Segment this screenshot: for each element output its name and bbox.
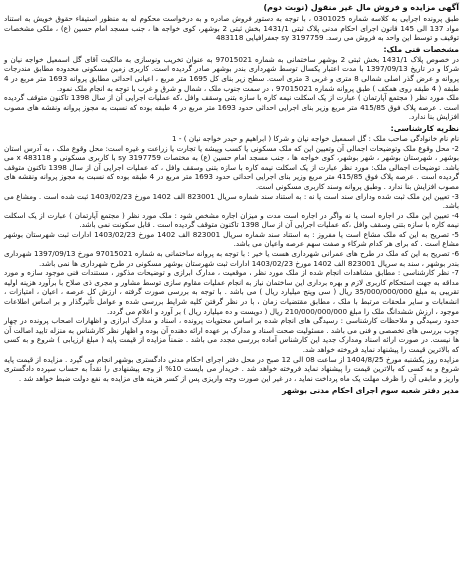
notice-intro: طبق پرونده اجرایی به کلاسه شماره 0301025 ، با توجه به دستور فروش صادره و به درخواست محکوم له به منظور استیفاء حقوق خویش به استناد مواد 137 الی 145 قانون اجرای احکام مدنی پلاک ثبتی 1431/1 بخش ثبتی 2 بوشهر، کوی خواجه ها ، جنب مسجد امام حسین (ع) ، ملکی مشخصات توقیف و توسط این واحد به فروش می رسد. 3197759 sy جعفرافیایی 483118 bbox=[4, 14, 460, 43]
section-body: 5- تصریح به این که ملک مشاع است یا مفروز : به استناد سند شماره سریال 823001 الف 1402 مورخ 1403/02/23 ادارات ثبت شهرستان بوشهر مشاع است . که برای هر کدام شرکاء و صفت سهم عرصه واعیان می باشد. bbox=[4, 229, 459, 249]
section-body: 7- نظر کارشناسی : مطابق مشاهدات انجام شده از ملک مورد نظر ، موقعیت ، مدارک ابرازی و توضیحات مذکور ، مستندات فنی موجود سازه و مورد مداقه به جهت استحکام کاربری لازم و بهره برداری این ساختمان نیاز به انجام عملیات مقاوم سازی توسط مشاور و مجری ذی صلاح با برآورد هزینه اولیه تقریبی به مبلغ 35/000/000/000 ریال ( سی وپنج میلیارد ریال ) می باشد . با توجه به بررسی صورت گرفته ، ارزش کل عرصه ، اعیان ، امتیازات ، انشعابات و سایر ملحقات مرتبط با ملک ، مطابق مقتضیات زمان ، با در نظر گرفتن کلیه شرایط بررسی شده و عوامل تأثیرگذار و بر اساس اطلاعات موجود ، ارزش ششدانگ ملک را مبلغ 210/000/000/000 ریال ( دویست و ده میلیارد ریال ) بر آورد و اعلام می گردد. bbox=[4, 268, 459, 316]
section-heading: مشخصات فنی ملک: bbox=[383, 44, 459, 54]
section-body: 6- تصریح به این که ملک در طرح های عمرانی شهرداری هست یا خیر : با توجه به پروانه ساختمانی به شماره 97015021 مورخ 1397/09/13 شهرداری بندر بوشهر ، سند به سریال 823001 الف 1402 مورخ 1403/02/23 ادارات ثبت شهرستان بوشهر مسکونی در طرح شهرداری ها نمی باشد. bbox=[4, 249, 460, 268]
section-heading: نظریه کارشناسی: bbox=[390, 123, 459, 133]
section-body: 3- تعیین این ملک ثبت شده ودارای سند است یا نه : به استناد سند شماره سریال 823001 الف 1402 مورخ 1403/02/23 ثبت شده است . ومشاع می باشد. bbox=[4, 191, 459, 211]
section-body: مزایده روز یکشنبه مورخ 1404/8/25 از ساعت 08 الی 12 صبح در محل دفتر اجرای احکام مدنی دادگستری بوشهر انجام می گیرد . مزایده از قیمت پایه شروع و به کسی که بالاترین قیمت را پیشنهاد نماید فروخته خواهد شد . خریدار می بایست 10% از وجه پیشنهادی را نقداً به حساب سپرده دادگستری واریز و مابقی آن را ظرف مهلت یک ماه پرداخت نماید ، در غیر این صورت وجه واریزی پس از کسر هزینه های مزایده به نفع دولت ضبط خواهد شد . bbox=[4, 354, 459, 383]
notice-title: آگهی مزایده و فروش مال غیر منقول (نوبت دوم) bbox=[263, 3, 459, 12]
section-body: ملک مورد نظر ( مجتمع آپارتمان ) عبارت از یک اسکلت نیمه کاره با سازه بتنی وسقف وافل ،که عملیات اجرایی آن از سال 1398 تاکنون متوقف گردیده است . عرصه پلاک فوق 415/85 متر مربع وزیر بنای اجرایی احداثی حدود 1693 متر مربع در 4 طبقه بوده که نسبت به مجوز پروانه ونقشه های مصوب افزایش بنا ندارد. bbox=[4, 93, 460, 122]
section-body: 2- محل وقوع ملک وتوضیحات اجمالی آن وتعیین این که ملک مسکونی یا کسب وپیشه یا تجارت یا زراعت و غیره است: محل وقوع ملک ، به آدرس استان بوشهر ، شهرستان بوشهر ، شهر بوشهر، کوی خواجه ها ، جنب مسجد امام حسین (ع) به مختصات 3197759 sy با کاربری مسکونی و 483118 x می باشد. توضیحات اجمالی ملک: مورد نظر عبارت از یک اسکلت نیمه کاره با سازه بتنی وسقف وافل ، که عملیات اجرایی آن از سال 1398 تاکنون متوقف گردیده است . عرصه پلاک فوق 415/85 متر مربع وزیر بنای اجرایی احداثی حدود 1693 متر مربع در 4 طبقه بوده که نسبت به مجوز پروانه ونقشه های مصوب افزایش بنا ندارد . وطبق پروانه وسند کاربری مسکونی است. bbox=[4, 143, 459, 191]
section-body: حدود رسیدگی و ملاحظات کارشناسی : رسیدگی های انجام شده بر اساس محتویات پرونده ، اسناد و مدارک ابرازی و اظهارات اصحاب پرونده در چهار چوب بررسی های تخصصی و فنی می باشد . مسئولیت صحت اسناد و مدارک بر عهده ارائه دهنده آن بوده و اظهار نظر کارشناس به منزله تایید اصالت آن ها نیست. در صورت ارائه اسناد ومدارک جدید این کارشناس آماده بررسی مجدد می باشد . ضمناً مزایده از قیمت پایه ( مبلغ ارزیابی ) شروع و به کسی که بالاترین قیمت را پیشنهاد نماید فروخته خواهد شد. bbox=[4, 316, 459, 354]
section-body: در خصوص پلاک 1431/1 بخش ثبتی 2 بوشهر ساختمانی به شماره 97015021 به عنوان تخریب ونوسازی به مالکیت آقای گل اسمعیل خواجه نیان و شرکا و در تاریخ 1397/09/13 با مدت اعتبار یکسال توسط شهرداری بندر بوشهر صادر گردیده است. کاربری زمین مسکونی محدوده مطابق مندرجات پروانه و عرض گذر اصلی شمالی 8 متری و غربی 3 متری است. سطح زیر بنای کل 1695 متر مربع ، اعیانی احداثی مطابق پروانه 1693 متر مربع در 4 طبقه ( 4 طبقه روی همکف ) طبق پروانه شماره 97015021 ، در سمت جنوب ملک ، شمال و شرق و غرب با توجه به انجام ملک نمود. bbox=[4, 54, 459, 93]
section-body: 4- تعیین این ملک در اجاره است یا نه واگر در اجاره است مدت و میزان اجاره مشخص شود : ملک مورد نظر ( مجتمع آپارتمان ) عبارت از یک اسکلت نیمه کاره با سازه بتنی وسقف وافل ،که عملیات اجرایی آن از سال 1398 تاکنون متوقف گردیده است . قابل سکونت نمی باشد. bbox=[4, 210, 459, 230]
section-body: نام نام خانوادگی صاحب ملک : گل اسمعیل خواجه نیان و شرکا ( ابراهیم و حیدر خواجه نیان ) - 1 bbox=[172, 133, 459, 143]
signature-line: مدیر دفتر شعبه سوم اجرای احکام مدنی بوشهر bbox=[282, 386, 459, 396]
